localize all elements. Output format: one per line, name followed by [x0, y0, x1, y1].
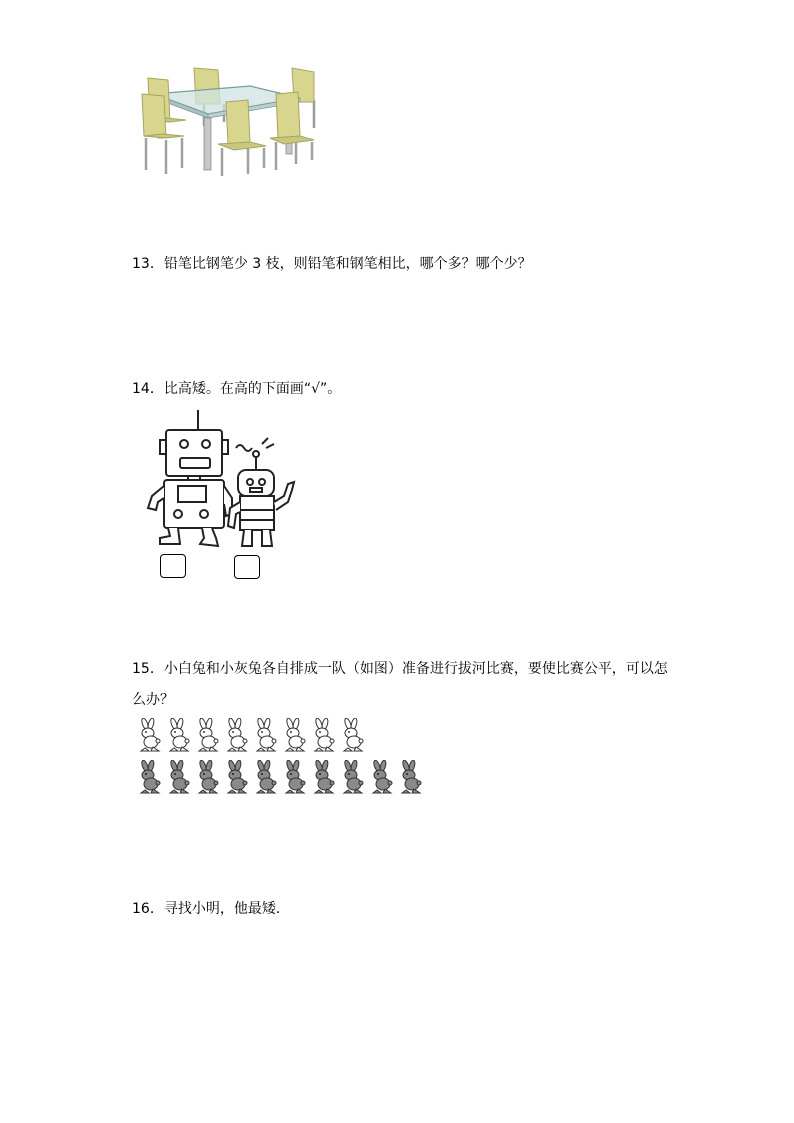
gray-rabbit-icon — [166, 760, 192, 794]
white-rabbit-icon — [340, 718, 366, 752]
white-rabbit-icon — [253, 718, 279, 752]
dining-table-image — [138, 64, 316, 180]
gray-rabbit-icon — [137, 760, 163, 794]
white-rabbit-icon — [224, 718, 250, 752]
gray-rabbit-icon — [340, 760, 366, 794]
answer-box-tall-robot[interactable] — [160, 554, 186, 578]
gray-rabbit-icon — [253, 760, 279, 794]
white-rabbit-icon — [282, 718, 308, 752]
white-rabbit-icon — [137, 718, 163, 752]
answer-box-short-robot[interactable] — [234, 555, 260, 579]
white-rabbit-icon — [195, 718, 221, 752]
gray-rabbit-icon — [311, 760, 337, 794]
question-13: 13．铅笔比钢笔少 3 枝，则铅笔和钢笔相比，哪个多？哪个少？ — [132, 256, 532, 272]
gray-rabbit-icon — [398, 760, 424, 794]
gray-rabbit-icon — [369, 760, 395, 794]
question-15-line2: 么办？ — [132, 692, 174, 708]
white-rabbit-icon — [311, 718, 337, 752]
question-15-line1: 15．小白兔和小灰兔各自排成一队（如图）准备进行拔河比赛，要使比赛公平，可以怎 — [132, 661, 668, 677]
robots-image — [144, 410, 300, 550]
question-14: 14．比高矮。在高的下面画“√”。 — [132, 381, 342, 397]
gray-rabbit-icon — [195, 760, 221, 794]
question-16: 16．寻找小明，他最矮． — [132, 901, 290, 917]
gray-rabbit-icon — [282, 760, 308, 794]
white-rabbit-icon — [166, 718, 192, 752]
gray-rabbit-icon — [224, 760, 250, 794]
